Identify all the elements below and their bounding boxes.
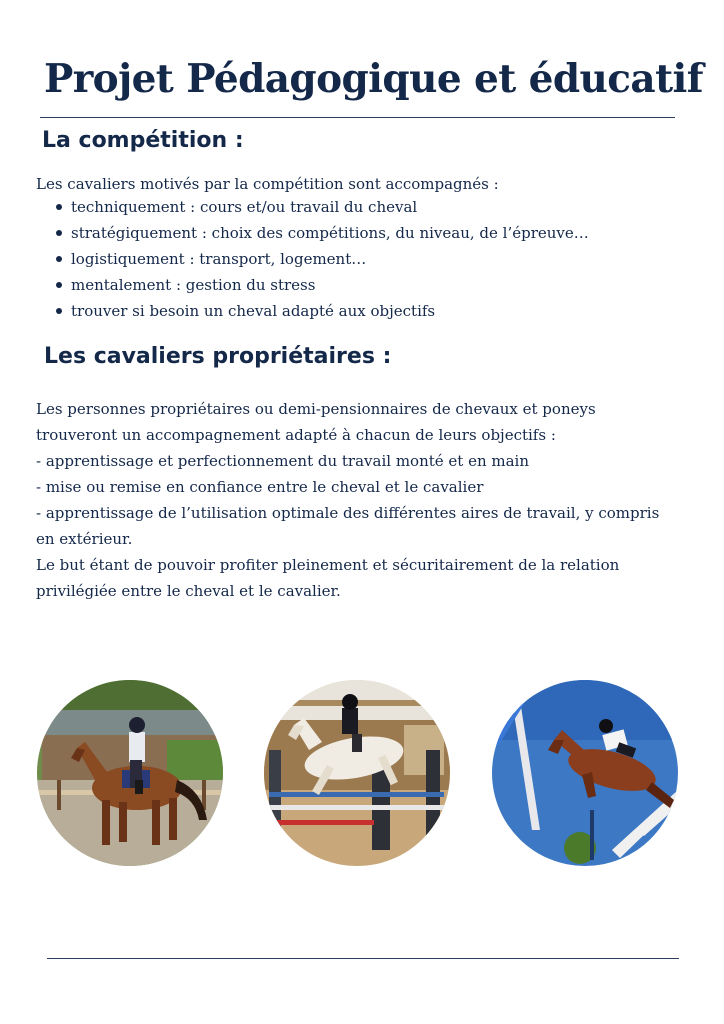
competition-intro: Les cavaliers motivés par la compétition sont accompagnés : [36,175,499,193]
list-item [36,298,589,324]
bullet-icon [56,308,62,314]
title-divider [40,117,675,118]
indoor-jumping-illustration [264,680,450,866]
owners-paragraph [36,396,676,604]
list-item [36,194,589,220]
bullet-icon [56,204,62,210]
competition-bullet-list [36,194,589,324]
list-item [36,246,589,272]
list-item [36,220,589,246]
paragraph-line: trouveront un accompagnement adapté à chacun de leurs objectifs : [36,426,556,444]
bullet-icon [56,256,62,262]
section-heading-owners: Les cavaliers propriétaires : [44,344,392,369]
bullet-text: stratégiquement : choix des compétitions, du niveau, de l’épreuve… [71,224,589,242]
paragraph-line: privilégiée entre le cheval et le cavalier. [36,582,341,600]
paragraph-line: - mise ou remise en confiance entre le cheval et le cavalier [36,478,484,496]
horse-jumping-outdoor-photo [492,680,678,866]
paragraph-line: - apprentissage et perfectionnement du travail monté et en main [36,452,530,470]
paragraph-line: en extérieur. [36,530,133,548]
bullet-text: mentalement : gestion du stress [71,276,316,294]
bullet-text: techniquement : cours et/ou travail du cheval [71,198,418,216]
paragraph-line: Le but étant de pouvoir profiter pleinement et sécuritairement de la relation [36,556,620,574]
bullet-text: trouver si besoin un cheval adapté aux objectifs [71,302,436,320]
page-title: Projet Pédagogique et éducatif [44,56,703,102]
footer-divider [47,958,679,959]
flatwork-illustration [37,680,223,866]
bullet-icon [56,282,62,288]
paragraph-line: - apprentissage de l’utilisation optimale des différentes aires de travail, y compris [36,504,660,522]
bullet-icon [56,230,62,236]
pony-jumping-indoor-photo [264,680,450,866]
list-item [36,272,589,298]
bullet-text: logistiquement : transport, logement… [71,250,367,268]
section-heading-competition: La compétition : [42,128,244,153]
horse-rider-flatwork-photo [37,680,223,866]
outdoor-jumping-illustration [492,680,678,866]
paragraph-line: Les personnes propriétaires ou demi-pensionnaires de chevaux et poneys [36,400,596,418]
